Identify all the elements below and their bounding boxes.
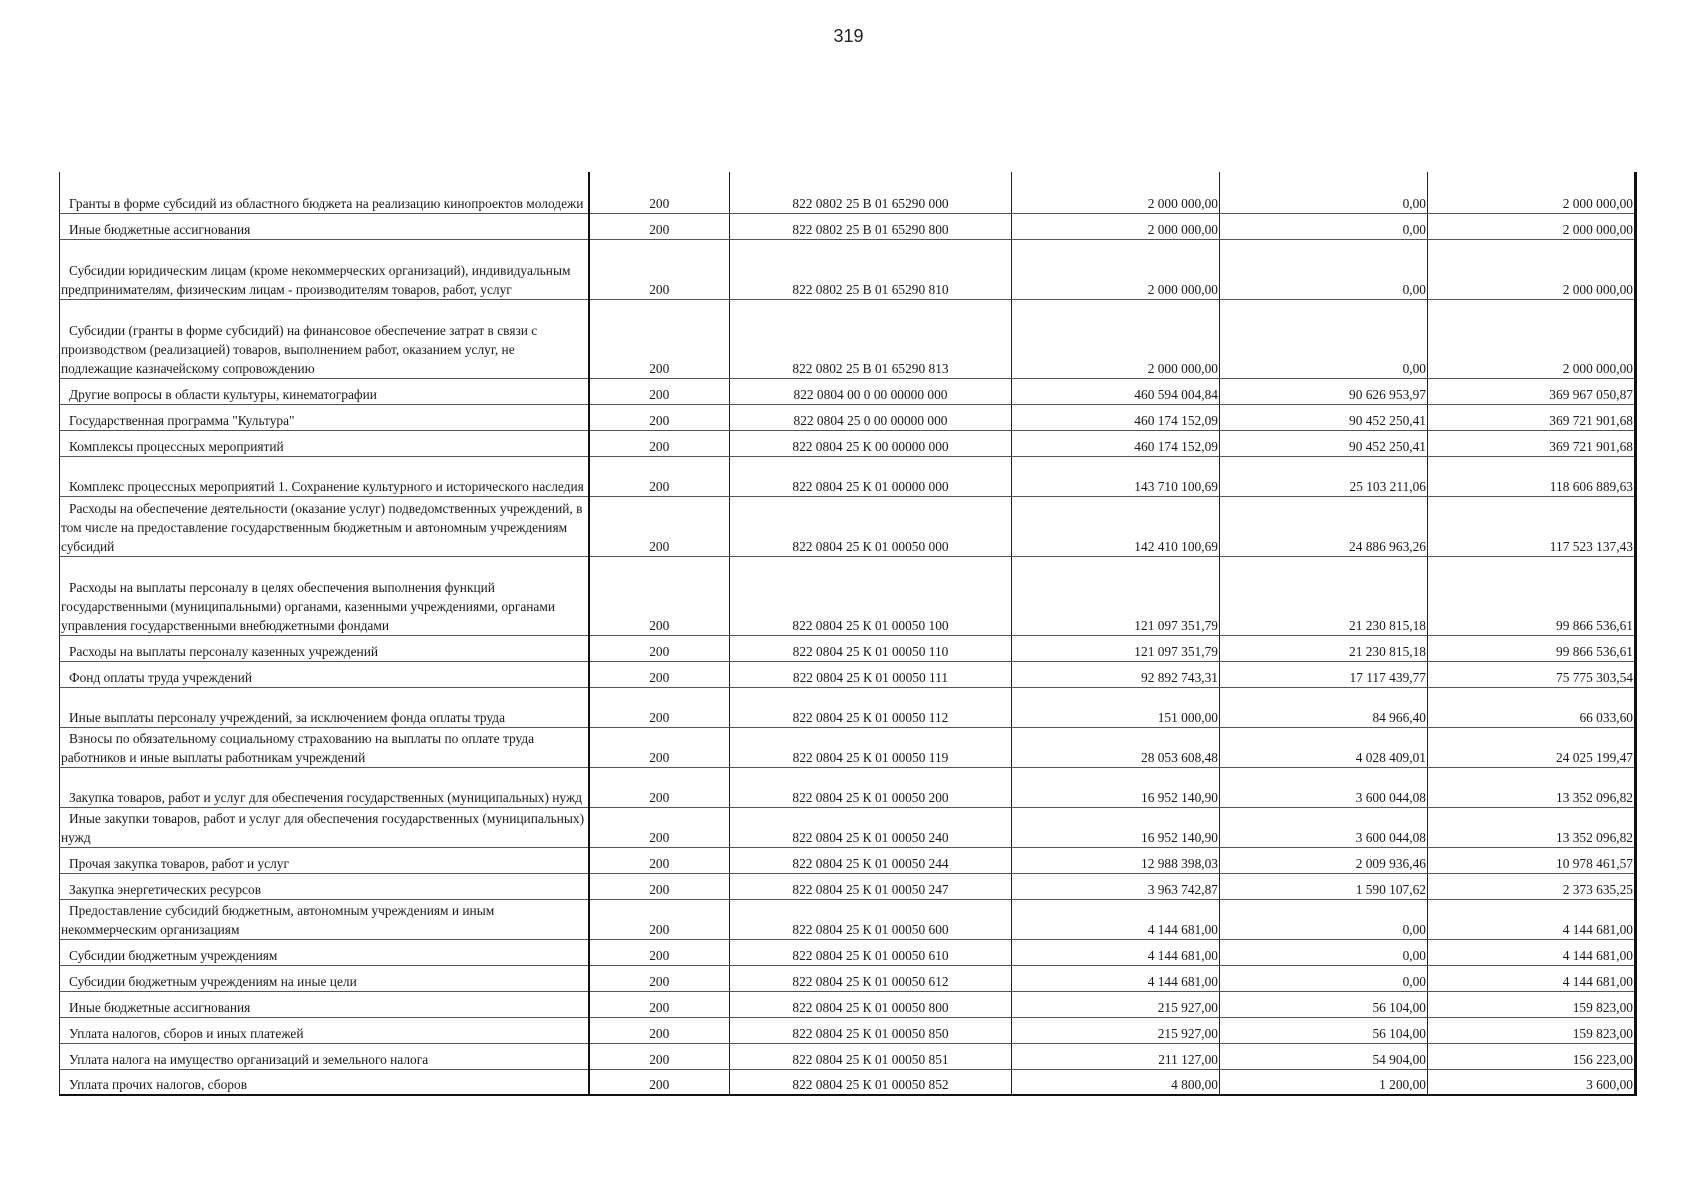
row-code-cell: 200 <box>589 430 730 456</box>
row-name-cell <box>60 378 589 404</box>
row-remaining-cell: 13 352 096,82 <box>1428 807 1636 847</box>
row-remaining-cell: 2 000 000,00 <box>1428 299 1636 378</box>
row-name-cell <box>60 299 589 378</box>
table-row <box>60 1043 1636 1069</box>
row-code-cell: 200 <box>589 661 730 687</box>
table-row <box>60 430 1636 456</box>
row-kbk-cell: 822 0804 25 К 01 00050 119 <box>730 727 1012 767</box>
row-approved-cell: 151 000,00 <box>1012 687 1220 727</box>
table-row <box>60 991 1636 1017</box>
row-executed-cell: 25 103 211,06 <box>1220 456 1428 496</box>
row-kbk-cell: 822 0804 25 К 01 00050 852 <box>730 1069 1012 1095</box>
table-row <box>60 847 1636 873</box>
row-kbk-cell: 822 0804 25 К 01 00050 800 <box>730 991 1012 1017</box>
row-kbk-cell: 822 0804 25 К 01 00050 612 <box>730 965 1012 991</box>
table-row <box>60 1069 1636 1095</box>
row-remaining-cell: 66 033,60 <box>1428 687 1636 727</box>
row-approved-cell: 460 594 004,84 <box>1012 378 1220 404</box>
row-remaining-cell: 13 352 096,82 <box>1428 767 1636 807</box>
row-kbk-cell: 822 0804 25 К 01 00050 240 <box>730 807 1012 847</box>
row-name-text: Субсидии юридическим лицам (кроме некоммерческих организаций), индивидуальным предпринимателям, физическим лицам - производителям товаров, работ, услуг <box>61 262 571 297</box>
row-name-cell <box>60 847 589 873</box>
row-code-cell: 200 <box>589 496 730 556</box>
row-remaining-cell: 99 866 536,61 <box>1428 635 1636 661</box>
row-approved-cell: 92 892 743,31 <box>1012 661 1220 687</box>
row-remaining-cell: 75 775 303,54 <box>1428 661 1636 687</box>
row-remaining-cell: 99 866 536,61 <box>1428 556 1636 635</box>
row-name-cell <box>60 496 589 556</box>
row-executed-cell: 0,00 <box>1220 172 1428 213</box>
row-executed-cell: 90 626 953,97 <box>1220 378 1428 404</box>
row-approved-cell: 121 097 351,79 <box>1012 556 1220 635</box>
row-approved-cell: 215 927,00 <box>1012 1017 1220 1043</box>
row-executed-cell: 56 104,00 <box>1220 1017 1428 1043</box>
table-row <box>60 899 1636 939</box>
row-executed-cell: 0,00 <box>1220 239 1428 299</box>
row-name-cell <box>60 404 589 430</box>
page-number: 319 <box>833 26 864 46</box>
row-kbk-cell: 822 0804 25 К 01 00050 244 <box>730 847 1012 873</box>
row-remaining-cell: 117 523 137,43 <box>1428 496 1636 556</box>
row-approved-cell: 12 988 398,03 <box>1012 847 1220 873</box>
table-row <box>60 496 1636 556</box>
row-name-cell <box>60 556 589 635</box>
table-row <box>60 172 1636 213</box>
row-code-cell: 200 <box>589 456 730 496</box>
table-row <box>60 299 1636 378</box>
row-remaining-cell: 159 823,00 <box>1428 991 1636 1017</box>
row-approved-cell: 143 710 100,69 <box>1012 456 1220 496</box>
row-executed-cell: 54 904,00 <box>1220 1043 1428 1069</box>
row-kbk-cell: 822 0802 25 В 01 65290 813 <box>730 299 1012 378</box>
row-kbk-cell: 822 0804 25 К 00 00000 000 <box>730 430 1012 456</box>
row-name-cell <box>60 965 589 991</box>
row-code-cell: 200 <box>589 1069 730 1095</box>
table-row <box>60 239 1636 299</box>
table-row <box>60 556 1636 635</box>
row-code-cell: 200 <box>589 687 730 727</box>
row-executed-cell: 84 966,40 <box>1220 687 1428 727</box>
row-name-text: Иные выплаты персоналу учреждений, за исключением фонда оплаты труда <box>69 709 506 725</box>
row-remaining-cell: 4 144 681,00 <box>1428 899 1636 939</box>
row-name-text: Иные бюджетные ассигнования <box>69 999 251 1015</box>
row-kbk-cell: 822 0804 25 К 01 00050 200 <box>730 767 1012 807</box>
row-name-cell <box>60 939 589 965</box>
row-code-cell: 200 <box>589 727 730 767</box>
row-executed-cell: 21 230 815,18 <box>1220 635 1428 661</box>
row-name-cell <box>60 899 589 939</box>
row-approved-cell: 4 144 681,00 <box>1012 899 1220 939</box>
row-name-text: Прочая закупка товаров, работ и услуг <box>69 855 289 871</box>
row-kbk-cell: 822 0804 25 К 01 00050 000 <box>730 496 1012 556</box>
row-code-cell: 200 <box>589 767 730 807</box>
row-remaining-cell: 24 025 199,47 <box>1428 727 1636 767</box>
row-approved-cell: 3 963 742,87 <box>1012 873 1220 899</box>
row-remaining-cell: 2 000 000,00 <box>1428 239 1636 299</box>
row-kbk-cell: 822 0802 25 В 01 65290 000 <box>730 172 1012 213</box>
row-kbk-cell: 822 0804 25 К 01 00050 100 <box>730 556 1012 635</box>
row-kbk-cell: 822 0804 25 К 01 00050 110 <box>730 635 1012 661</box>
row-approved-cell: 460 174 152,09 <box>1012 430 1220 456</box>
table-row <box>60 661 1636 687</box>
row-executed-cell: 24 886 963,26 <box>1220 496 1428 556</box>
row-name-text: Уплата налогов, сборов и иных платежей <box>69 1025 304 1041</box>
row-executed-cell: 0,00 <box>1220 965 1428 991</box>
row-name-text: Государственная программа "Культура" <box>69 412 295 428</box>
row-kbk-cell: 822 0802 25 В 01 65290 810 <box>730 239 1012 299</box>
row-name-cell <box>60 687 589 727</box>
row-approved-cell: 121 097 351,79 <box>1012 635 1220 661</box>
row-name-text: Уплата прочих налогов, сборов <box>69 1077 248 1092</box>
row-name-cell <box>60 213 589 239</box>
table-row <box>60 635 1636 661</box>
row-code-cell: 200 <box>589 635 730 661</box>
row-name-cell <box>60 807 589 847</box>
row-code-cell: 200 <box>589 847 730 873</box>
row-code-cell: 200 <box>589 213 730 239</box>
row-kbk-cell: 822 0802 25 В 01 65290 800 <box>730 213 1012 239</box>
row-remaining-cell: 10 978 461,57 <box>1428 847 1636 873</box>
row-remaining-cell: 369 721 901,68 <box>1428 430 1636 456</box>
row-executed-cell: 3 600 044,08 <box>1220 767 1428 807</box>
row-approved-cell: 16 952 140,90 <box>1012 767 1220 807</box>
row-executed-cell: 1 590 107,62 <box>1220 873 1428 899</box>
row-code-cell: 200 <box>589 807 730 847</box>
row-name-text: Гранты в форме субсидий из областного бюджета на реализацию кинопроектов молодежи <box>69 195 584 211</box>
table-row <box>60 939 1636 965</box>
row-code-cell: 200 <box>589 991 730 1017</box>
row-kbk-cell: 822 0804 25 К 01 00000 000 <box>730 456 1012 496</box>
row-remaining-cell: 2 000 000,00 <box>1428 213 1636 239</box>
row-kbk-cell: 822 0804 25 К 01 00050 112 <box>730 687 1012 727</box>
row-code-cell: 200 <box>589 172 730 213</box>
row-approved-cell: 215 927,00 <box>1012 991 1220 1017</box>
row-executed-cell: 21 230 815,18 <box>1220 556 1428 635</box>
row-approved-cell: 142 410 100,69 <box>1012 496 1220 556</box>
table-row <box>60 687 1636 727</box>
table-row <box>60 213 1636 239</box>
table-row <box>60 807 1636 847</box>
row-executed-cell: 2 009 936,46 <box>1220 847 1428 873</box>
row-executed-cell: 0,00 <box>1220 899 1428 939</box>
row-name-text: Иные закупки товаров, работ и услуг для обеспечения государственных (муниципальных) нужд <box>61 810 585 845</box>
row-remaining-cell: 118 606 889,63 <box>1428 456 1636 496</box>
row-name-cell <box>60 172 589 213</box>
row-name-cell <box>60 661 589 687</box>
row-name-text: Взносы по обязательному социальному страхованию на выплаты по оплате труда работников и иные выплаты работникам учреждений <box>61 730 535 765</box>
row-remaining-cell: 2 000 000,00 <box>1428 172 1636 213</box>
row-name-text: Закупка энергетических ресурсов <box>69 881 262 897</box>
table-row <box>60 456 1636 496</box>
row-executed-cell: 90 452 250,41 <box>1220 430 1428 456</box>
row-approved-cell: 28 053 608,48 <box>1012 727 1220 767</box>
row-name-text: Другие вопросы в области культуры, кинематографии <box>69 386 377 402</box>
row-executed-cell: 17 117 439,77 <box>1220 661 1428 687</box>
row-code-cell: 200 <box>589 873 730 899</box>
table-row <box>60 1017 1636 1043</box>
row-approved-cell: 4 800,00 <box>1012 1069 1220 1095</box>
row-kbk-cell: 822 0804 25 0 00 00000 000 <box>730 404 1012 430</box>
row-name-cell <box>60 430 589 456</box>
table-row <box>60 767 1636 807</box>
row-code-cell: 200 <box>589 404 730 430</box>
row-kbk-cell: 822 0804 25 К 01 00050 610 <box>730 939 1012 965</box>
row-code-cell: 200 <box>589 939 730 965</box>
row-executed-cell: 0,00 <box>1220 939 1428 965</box>
row-remaining-cell: 4 144 681,00 <box>1428 939 1636 965</box>
row-remaining-cell: 3 600,00 <box>1428 1069 1636 1095</box>
row-executed-cell: 56 104,00 <box>1220 991 1428 1017</box>
row-executed-cell: 0,00 <box>1220 213 1428 239</box>
row-name-cell <box>60 767 589 807</box>
row-kbk-cell: 822 0804 25 К 01 00050 247 <box>730 873 1012 899</box>
row-approved-cell: 211 127,00 <box>1012 1043 1220 1069</box>
row-approved-cell: 2 000 000,00 <box>1012 172 1220 213</box>
row-name-text: Расходы на выплаты персоналу казенных учреждений <box>69 643 379 659</box>
row-approved-cell: 2 000 000,00 <box>1012 239 1220 299</box>
row-approved-cell: 2 000 000,00 <box>1012 299 1220 378</box>
row-code-cell: 200 <box>589 1043 730 1069</box>
row-code-cell: 200 <box>589 239 730 299</box>
table-body <box>60 172 1636 1095</box>
row-approved-cell: 16 952 140,90 <box>1012 807 1220 847</box>
row-code-cell: 200 <box>589 899 730 939</box>
row-name-cell <box>60 1043 589 1069</box>
row-name-cell <box>60 991 589 1017</box>
row-code-cell: 200 <box>589 1017 730 1043</box>
budget-execution-table <box>59 172 1637 1096</box>
row-name-text: Расходы на выплаты персоналу в целях обеспечения выполнения функций государственными (муниципальными) органами, казенными учреждениями, органами управления государственными внебюджетными фондами <box>61 579 556 633</box>
row-name-cell <box>60 873 589 899</box>
row-executed-cell: 0,00 <box>1220 299 1428 378</box>
table-row <box>60 404 1636 430</box>
row-name-text: Комплекс процессных мероприятий 1. Сохранение культурного и исторического наследия <box>69 478 584 494</box>
row-remaining-cell: 159 823,00 <box>1428 1017 1636 1043</box>
row-name-cell <box>60 239 589 299</box>
table-row <box>60 965 1636 991</box>
row-code-cell: 200 <box>589 378 730 404</box>
row-name-text: Расходы на обеспечение деятельности (оказание услуг) подведомственных учреждений, в том числе на предоставление государственным бюджетным и автономным учреждениям субсидий <box>61 500 583 554</box>
row-executed-cell: 3 600 044,08 <box>1220 807 1428 847</box>
row-name-text: Фонд оплаты труда учреждений <box>69 669 253 685</box>
row-kbk-cell: 822 0804 00 0 00 00000 000 <box>730 378 1012 404</box>
row-code-cell: 200 <box>589 299 730 378</box>
table-row <box>60 873 1636 899</box>
row-name-cell <box>60 1017 589 1043</box>
row-name-text: Уплата налога на имущество организаций и земельного налога <box>69 1051 429 1067</box>
row-remaining-cell: 4 144 681,00 <box>1428 965 1636 991</box>
row-approved-cell: 4 144 681,00 <box>1012 965 1220 991</box>
row-name-text: Комплексы процессных мероприятий <box>69 438 284 454</box>
row-approved-cell: 460 174 152,09 <box>1012 404 1220 430</box>
row-name-cell <box>60 635 589 661</box>
table-row <box>60 378 1636 404</box>
row-name-text: Субсидии (гранты в форме субсидий) на финансовое обеспечение затрат в связи с производством (реализацией) товаров, выполнением работ, оказанием услуг, не подлежащие казначейскому сопровождению <box>61 322 538 376</box>
row-name-text: Субсидии бюджетным учреждениям <box>69 947 278 963</box>
row-remaining-cell: 369 967 050,87 <box>1428 378 1636 404</box>
row-code-cell: 200 <box>589 965 730 991</box>
row-name-text: Субсидии бюджетным учреждениям на иные цели <box>69 973 357 989</box>
row-code-cell: 200 <box>589 556 730 635</box>
row-remaining-cell: 156 223,00 <box>1428 1043 1636 1069</box>
row-kbk-cell: 822 0804 25 К 01 00050 600 <box>730 899 1012 939</box>
row-name-cell <box>60 456 589 496</box>
row-remaining-cell: 2 373 635,25 <box>1428 873 1636 899</box>
table-row <box>60 727 1636 767</box>
row-approved-cell: 2 000 000,00 <box>1012 213 1220 239</box>
row-executed-cell: 4 028 409,01 <box>1220 727 1428 767</box>
row-remaining-cell: 369 721 901,68 <box>1428 404 1636 430</box>
row-kbk-cell: 822 0804 25 К 01 00050 111 <box>730 661 1012 687</box>
row-name-text: Предоставление субсидий бюджетным, автономным учреждениям и иным некоммерческим организациям <box>61 902 495 937</box>
row-approved-cell: 4 144 681,00 <box>1012 939 1220 965</box>
row-kbk-cell: 822 0804 25 К 01 00050 850 <box>730 1017 1012 1043</box>
row-name-cell <box>60 727 589 767</box>
row-kbk-cell: 822 0804 25 К 01 00050 851 <box>730 1043 1012 1069</box>
row-name-text: Иные бюджетные ассигнования <box>69 221 251 237</box>
row-name-text: Закупка товаров, работ и услуг для обеспечения государственных (муниципальных) нужд <box>69 789 583 805</box>
row-executed-cell: 90 452 250,41 <box>1220 404 1428 430</box>
row-name-cell <box>60 1069 589 1095</box>
row-executed-cell: 1 200,00 <box>1220 1069 1428 1095</box>
